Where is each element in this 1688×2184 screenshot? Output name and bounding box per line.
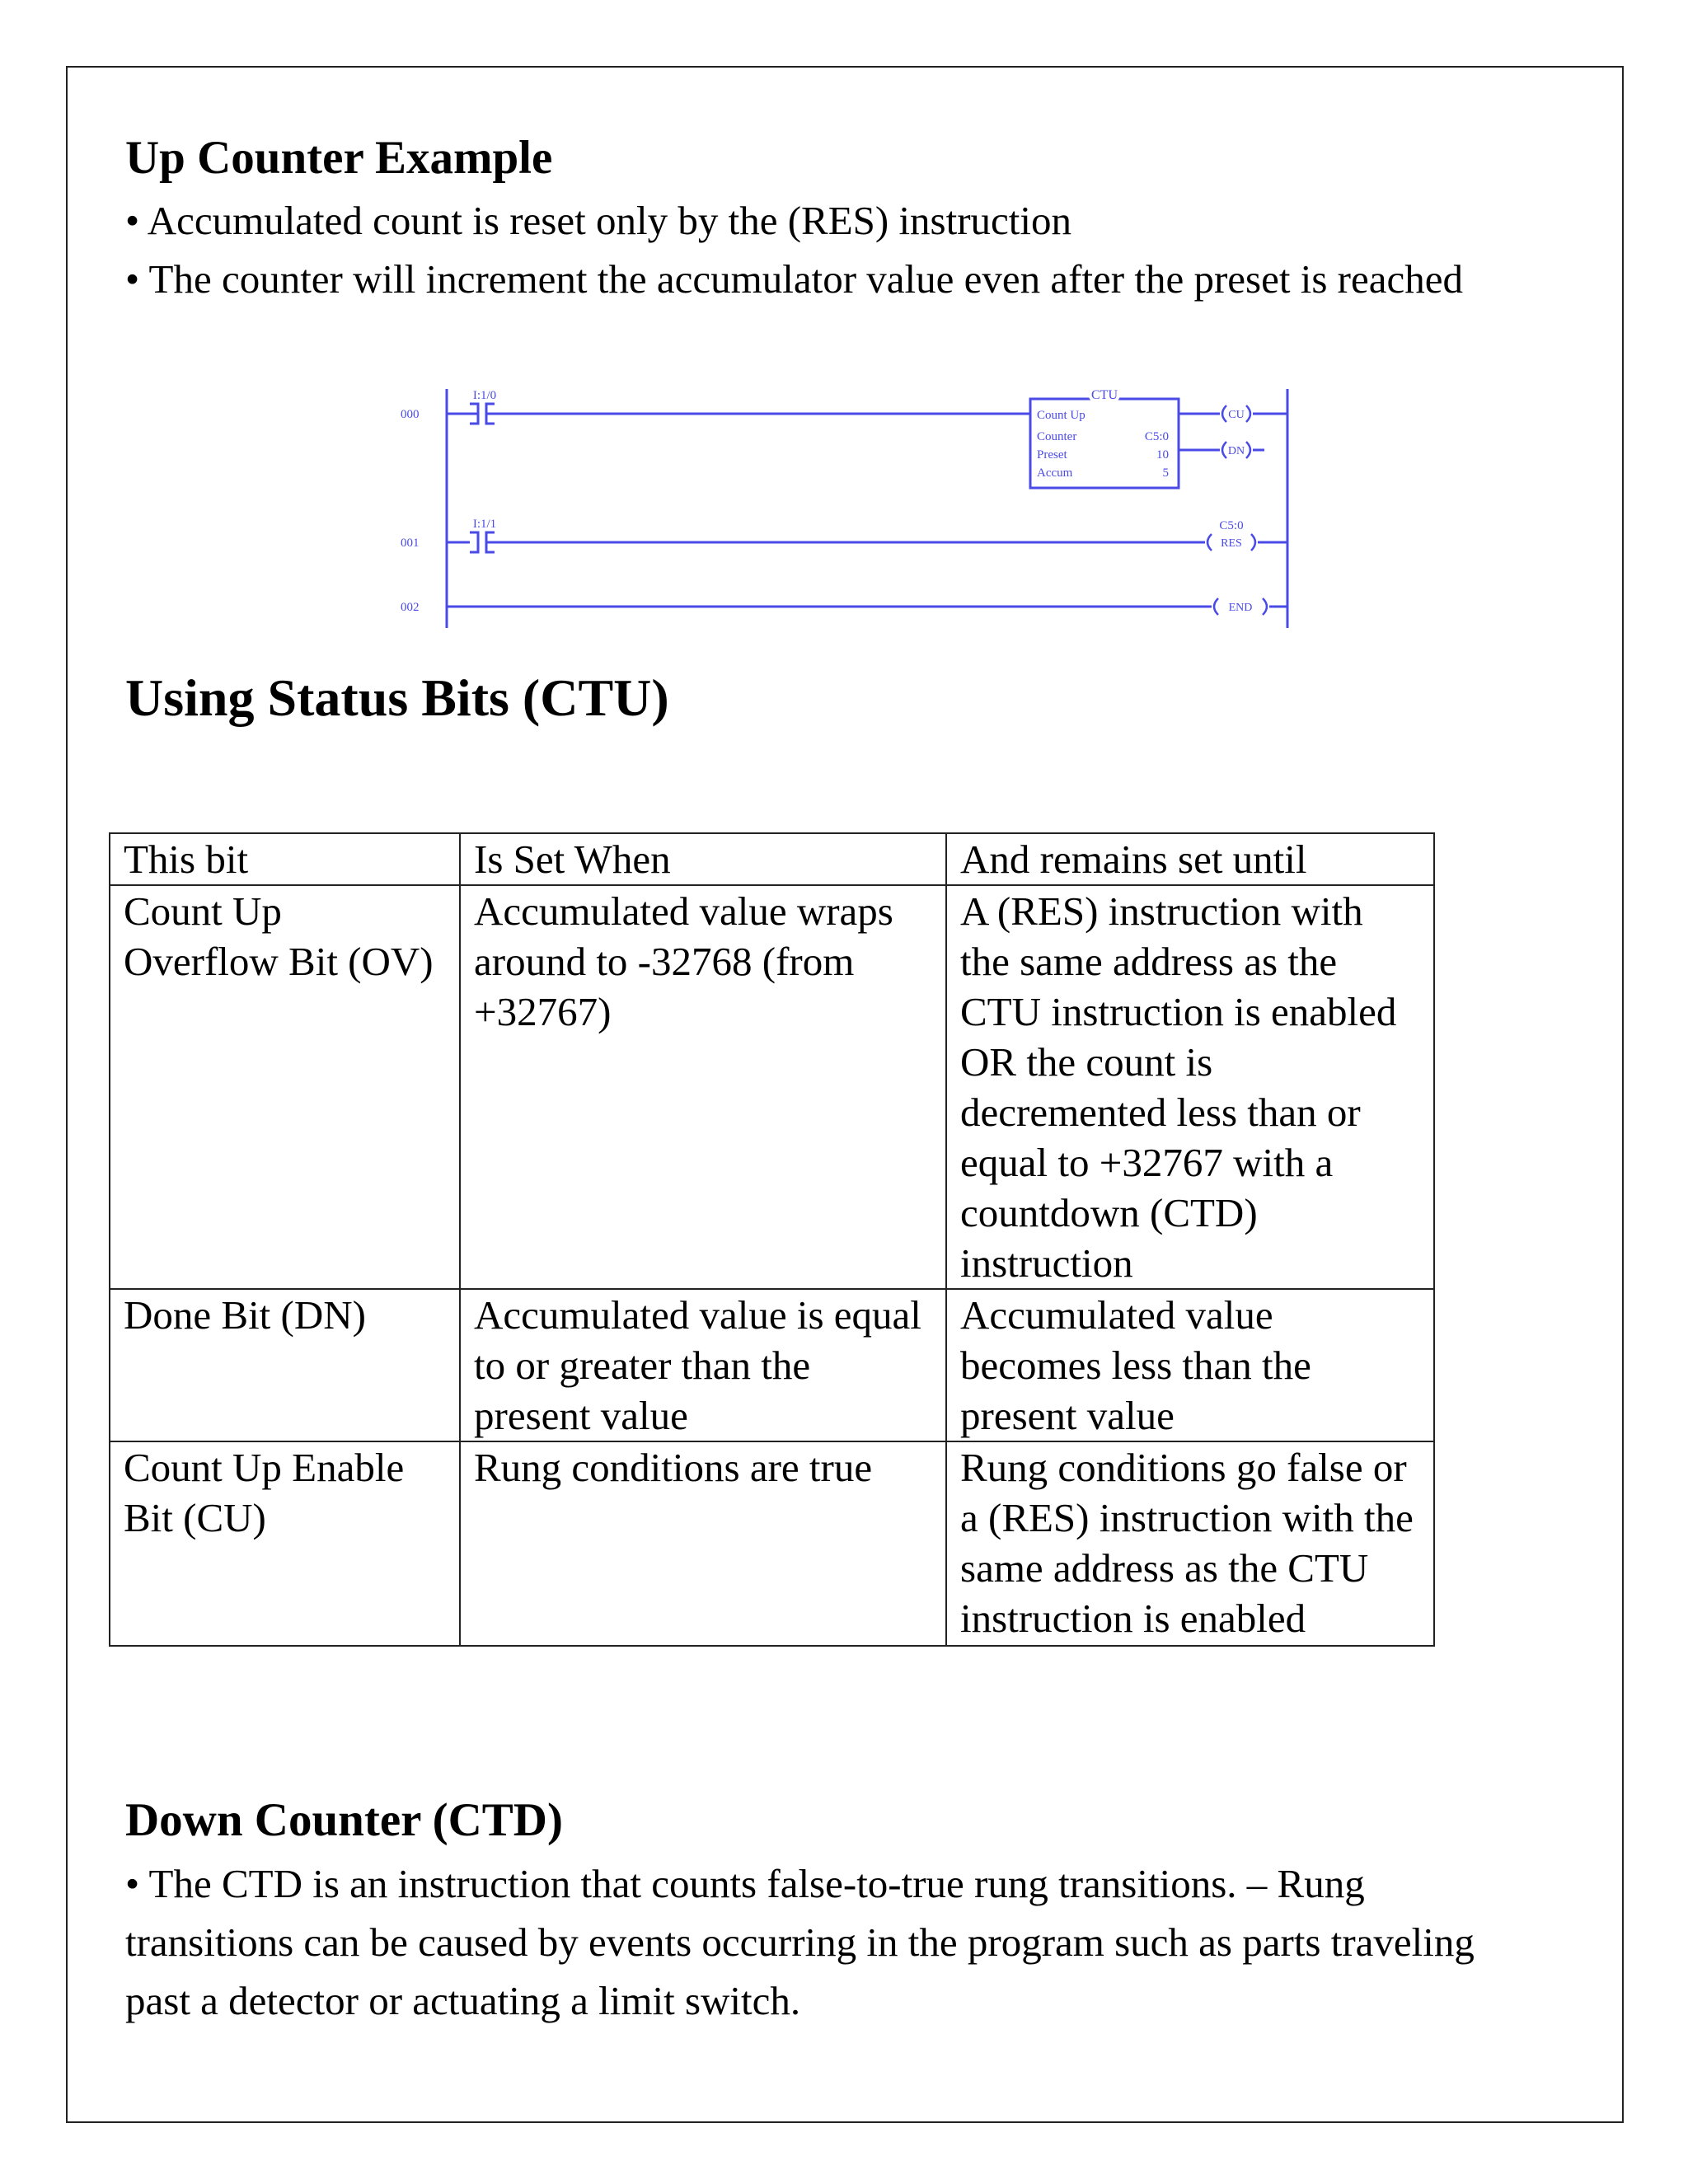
- table-header-row: [110, 833, 1434, 885]
- ctu-row-value: 5: [1162, 466, 1169, 480]
- status-bits-heading: Using Status Bits (CTU): [125, 668, 669, 727]
- down-counter-bullets: [125, 1854, 1510, 2030]
- table-cell: Accumulated value wraps around to -32768 (from +32767): [460, 885, 946, 1289]
- ctu-row-value: 10: [1156, 448, 1169, 462]
- bullet-item: • Accumulated count is reset only by the (RES) instruction: [125, 198, 1072, 243]
- rung-number: 000: [401, 408, 420, 421]
- column-header: This bit: [110, 833, 460, 885]
- table-cell: Count Up Enable Bit (CU): [110, 1441, 460, 1646]
- ctu-row-label: Preset: [1037, 448, 1067, 462]
- ctu-header: CTU: [1091, 388, 1118, 402]
- coil-end-label: END: [1228, 602, 1253, 614]
- rung-number: 002: [401, 601, 420, 614]
- coil-cu-label: CU: [1228, 409, 1245, 421]
- res-address: C5:0: [1219, 519, 1244, 532]
- coil-dn-label: DN: [1227, 445, 1245, 457]
- table-row: [110, 1289, 1434, 1441]
- table-cell: A (RES) instruction with the same address as the CTU instruction is enabled OR the count is decremented less than or equal to +32767 with a countdown (CTD) instruction: [946, 885, 1434, 1289]
- ctu-row-label: Counter: [1037, 430, 1077, 443]
- table-cell: Accumulated value is equal to or greater than the present value: [460, 1289, 946, 1441]
- bullet-item: • The CTD is an instruction that counts false-to-true rung transitions. – Rung transitions can be caused by events occurring in the program such as parts traveling past a detector or actuating a limit switch.: [125, 1861, 1475, 2023]
- ladder-diagram: [387, 381, 1302, 636]
- table-cell: Done Bit (DN): [110, 1289, 460, 1441]
- up-counter-heading: Up Counter Example: [125, 132, 553, 184]
- table-row: [110, 1441, 1434, 1646]
- table-cell: Accumulated value becomes less than the present value: [946, 1289, 1434, 1441]
- column-header: And remains set until: [946, 833, 1434, 885]
- contact-address: I:1/0: [472, 389, 497, 402]
- table-row: [110, 885, 1434, 1289]
- table-cell: Rung conditions are true: [460, 1441, 946, 1646]
- up-counter-bullets: [125, 191, 1510, 308]
- ctu-row-value: C5:0: [1144, 430, 1169, 443]
- table-cell: Rung conditions go false or a (RES) instruction with the same address as the CTU instruction is enabled: [946, 1441, 1434, 1646]
- rung-number: 001: [401, 537, 420, 550]
- contact-address: I:1/1: [472, 518, 497, 531]
- contact-2-left: [470, 532, 478, 552]
- down-counter-heading: Down Counter (CTD): [125, 1794, 563, 1846]
- status-bits-table: [109, 832, 1435, 1647]
- ctu-row-label: Accum: [1037, 466, 1073, 480]
- bullet-item: • The counter will increment the accumulator value even after the preset is reached: [125, 256, 1463, 302]
- ctu-title: Count Up: [1037, 409, 1085, 422]
- table-cell: Count Up Overflow Bit (OV): [110, 885, 460, 1289]
- coil-res-label: RES: [1221, 537, 1242, 550]
- column-header: Is Set When: [460, 833, 946, 885]
